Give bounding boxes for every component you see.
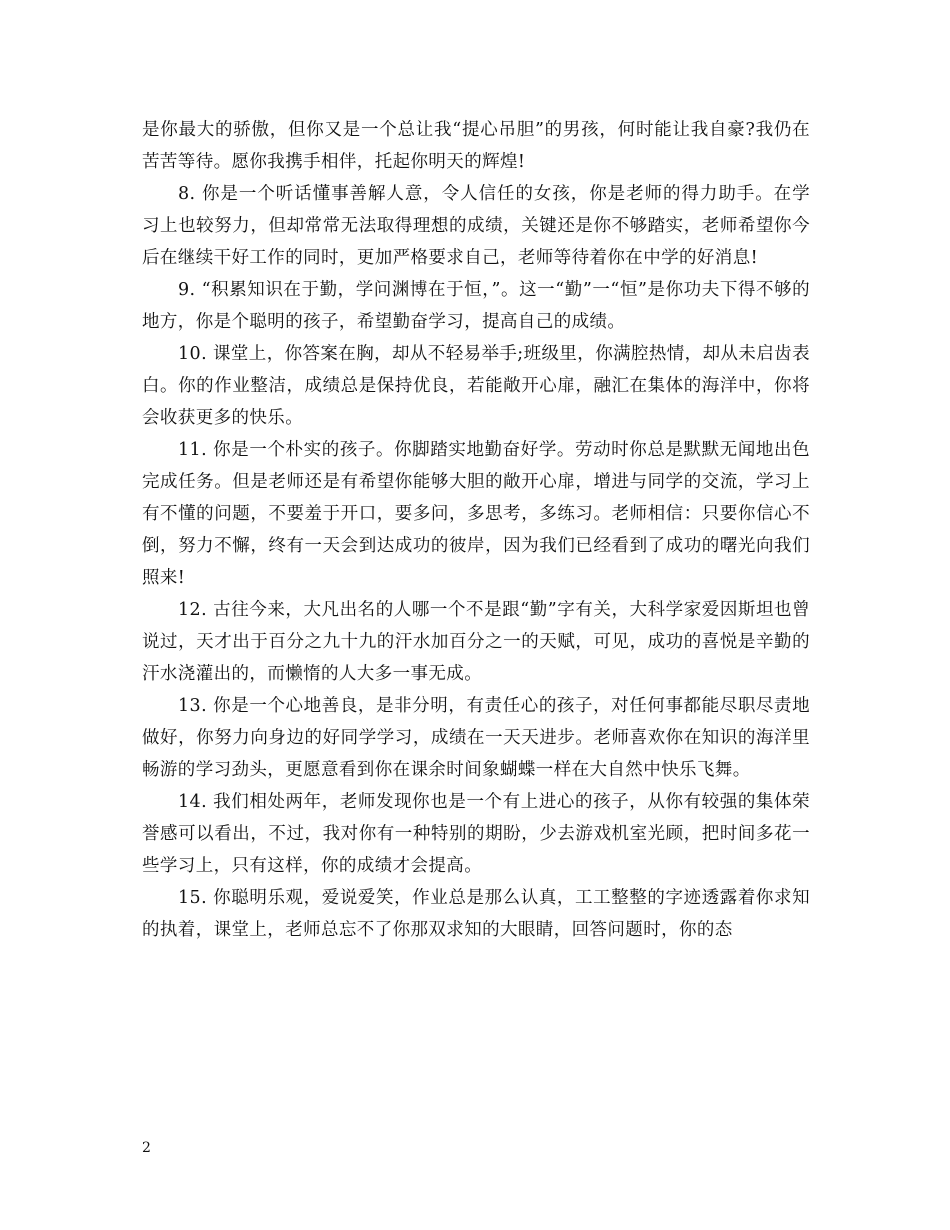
paragraph-comment-8: 8. 你是一个听话懂事善解人意，令人信任的女孩，你是老师的得力助手。在学习上也较努力，但却常常无法取得理想的成绩，关键还是你不够踏实，老师希望你今后在继续干好工作的同时，更加严格要求自己，老师等待着你在中学的好消息!	[142, 184, 810, 268]
paragraph-continuation: 是你最大的骄傲，但你又是一个总让我“提心吊胆”的男孩，何时能让我自豪?我仍在苦苦等待。愿你我携手相伴，托起你明天的辉煌!	[142, 120, 810, 172]
paragraph-comment-14: 14. 我们相处两年，老师发现你也是一个有上进心的孩子，从你有较强的集体荣誉感可以看出，不过，我对你有一种特别的期盼，少去游戏机室光顾，把时间多花一些学习上，只有这样，你的成绩才会提高。	[142, 792, 810, 876]
paragraph-comment-11: 11. 你是一个朴实的孩子。你脚踏实地勤奋好学。劳动时你总是默默无闻地出色完成任务。但是老师还是有希望你能够大胆的敞开心扉，增进与同学的交流，学习上有不懂的问题，不要羞于开口，要多问，多思考，多练习。老师相信：只要你信心不倒，努力不懈，终有一天会到达成功的彼岸，因为我们已经看到了成功的曙光向我们照来!	[142, 440, 810, 588]
paragraph-comment-13: 13. 你是一个心地善良，是非分明，有责任心的孩子，对任何事都能尽职尽责地做好，你努力向身边的好同学学习，成绩在一天天进步。老师喜欢你在知识的海洋里畅游的学习劲头，更愿意看到你在课余时间象蝴蝶一样在大自然中快乐飞舞。	[142, 696, 810, 780]
paragraph-comment-15: 15. 你聪明乐观，爱说爱笑，作业总是那么认真，工工整整的字迹透露着你求知的执着，课堂上，老师总忘不了你那双求知的大眼睛，回答问题时，你的态	[142, 888, 810, 940]
paragraph-comment-9: 9. “积累知识在于勤，学问渊博在于恒，”。这一“勤”一“恒”是你功夫下得不够的地方，你是个聪明的孩子，希望勤奋学习，提高自己的成绩。	[142, 280, 810, 332]
paragraph-comment-12: 12. 古往今来，大凡出名的人哪一个不是跟“勤”字有关，大科学家爱因斯坦也曾说过，天才出于百分之九十九的汗水加百分之一的天赋，可见，成功的喜悦是辛勤的汗水浇灌出的，而懒惰的人大多一事无成。	[142, 600, 810, 684]
paragraph-comment-10: 10. 课堂上，你答案在胸，却从不轻易举手;班级里，你满腔热情，却从未启齿表白。你的作业整洁，成绩总是保持优良，若能敞开心扉，融汇在集体的海洋中，你将会收获更多的快乐。	[142, 344, 810, 428]
page-number: 2	[142, 1140, 151, 1156]
document-body	[142, 114, 810, 946]
